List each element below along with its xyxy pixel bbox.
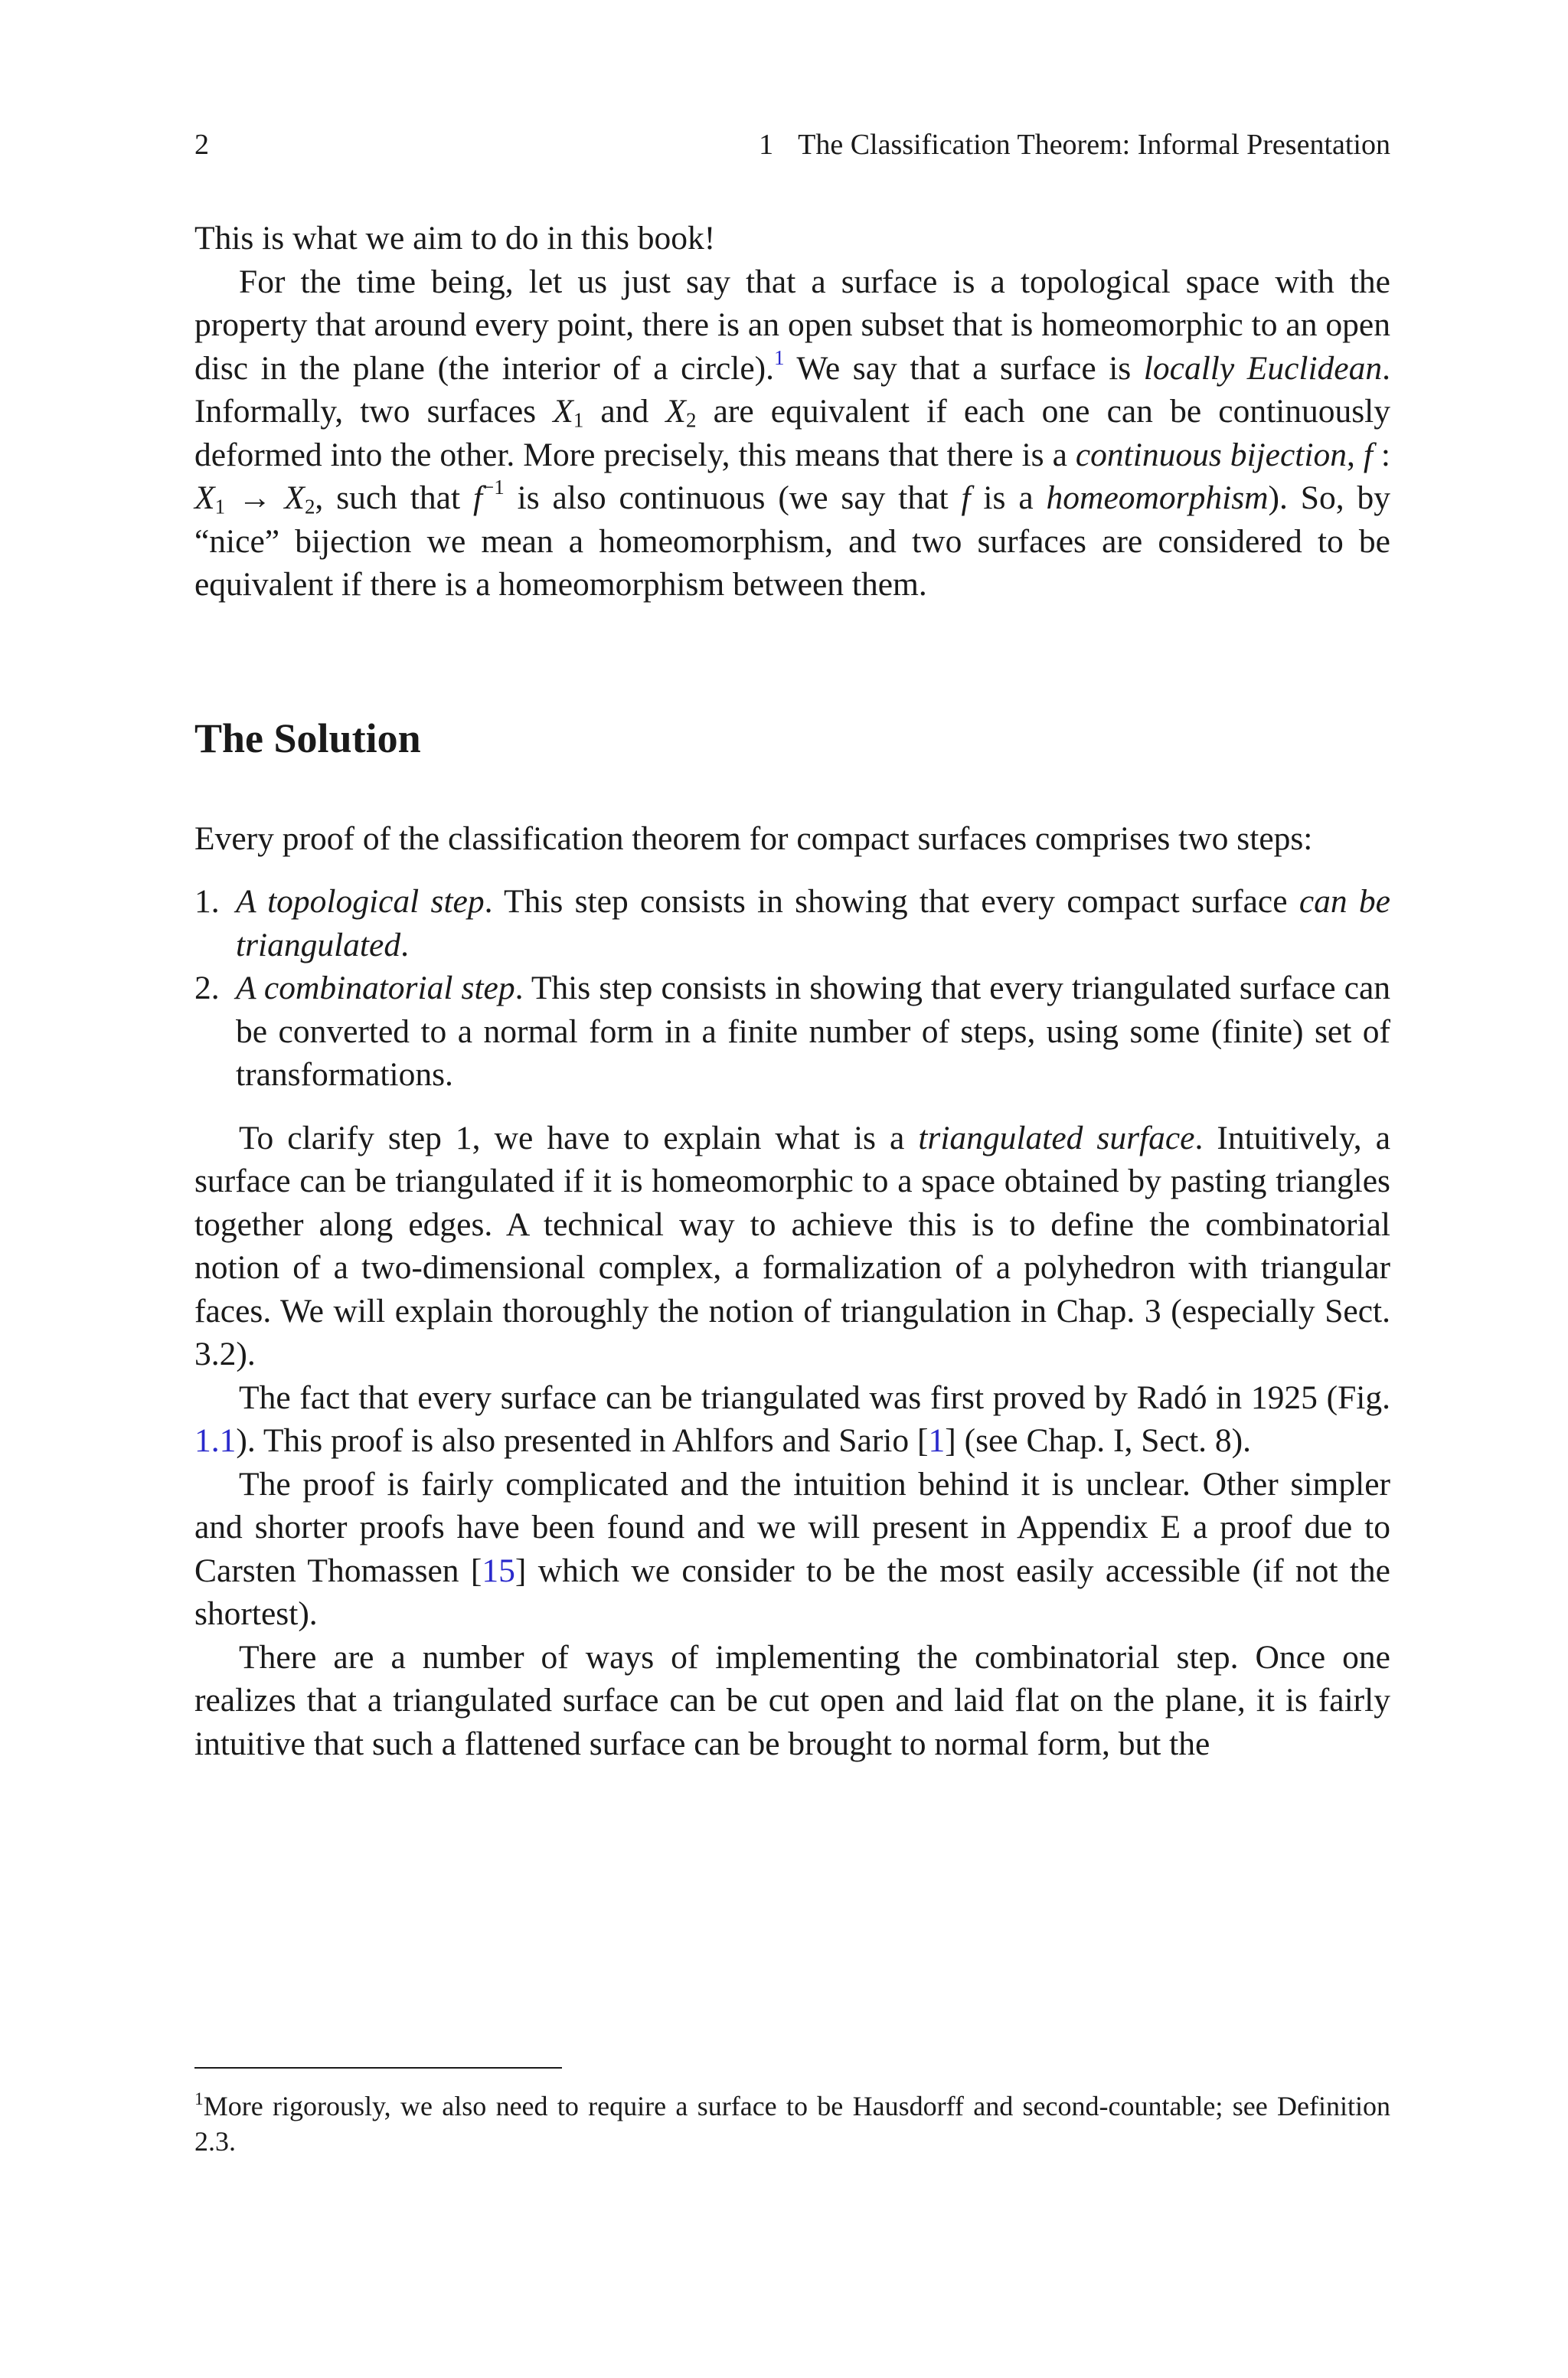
footnote-divider <box>194 2067 562 2069</box>
math-symbol: X <box>553 393 573 430</box>
body-text <box>194 217 1390 1765</box>
section-heading: The Solution <box>194 715 421 761</box>
math-f: f <box>961 479 971 516</box>
spacer <box>194 607 1390 715</box>
emphasis-continuous-bijection: continuous bijection <box>1075 436 1347 473</box>
emphasis-locally-euclidean: locally Euclidean <box>1143 349 1383 387</box>
math-subscript: 2 <box>685 408 697 432</box>
math-f-inverse <box>472 476 505 516</box>
math-symbol: → <box>225 479 285 516</box>
math-subscript: 1 <box>573 408 584 432</box>
math-superscript: −1 <box>482 476 505 499</box>
text-run: . <box>400 926 409 963</box>
footnote <box>194 2089 1390 2159</box>
chapter-header <box>759 127 1390 162</box>
footnote-text: More rigorously, we also need to require a surface to be Hausdorff and second-countable; see Definition 2.3. <box>194 2091 1390 2157</box>
paragraph-surface-definition <box>194 260 1390 607</box>
text-run: and <box>583 393 666 430</box>
paragraph-rado <box>194 1376 1390 1463</box>
list-item <box>194 967 1390 1097</box>
text-run: The fact that every surface can be triangulated was first proved by Radó in 1925 (Fig. <box>239 1379 1390 1416</box>
math-subscript: 2 <box>304 495 315 518</box>
text-run: . Informally, two surfaces <box>194 349 1390 430</box>
text-run: , such that <box>315 479 473 516</box>
citation-link[interactable]: 15 <box>482 1552 515 1589</box>
text-run: ). This proof is also presented in Ahlfors and Sario [ <box>236 1422 929 1459</box>
math-symbol: X <box>194 479 215 516</box>
paragraph-combinatorial: There are a number of ways of implementing the combinatorial step. Once one realizes that a triangulated surface can be cut open and laid flat on the plane, it is fairly intuitive that such a flattened surface can be brought to normal form, but the <box>194 1638 1390 1762</box>
text-run: . This step consists in showing that every compact surface <box>484 883 1299 920</box>
paragraph-lead: Every proof of the classification theorem for compact surfaces comprises two steps: <box>194 819 1313 857</box>
chapter-title: The Classification Theorem: Informal Presentation <box>798 129 1390 161</box>
math-x2 <box>665 393 696 430</box>
citation-link[interactable]: 1 <box>928 1422 946 1459</box>
text-run: For the time being, let us just say that a surface is a topological space with the property that around every point, there is an open subset that is homeomorphic to an open disc in the plane (the interior of a circle). <box>194 263 1390 387</box>
spacer <box>194 761 1390 817</box>
math-symbol: X <box>284 479 305 516</box>
paragraph-clarify <box>194 1117 1390 1376</box>
math-x1 <box>553 393 583 430</box>
step-title: A topological step <box>236 883 485 920</box>
text-run: ] which we consider to be the most easily accessible (if not the shortest). <box>194 1552 1390 1632</box>
list-number: 1. <box>194 883 220 920</box>
emphasis-can-be-triangulated: can be triangulated <box>236 883 1390 963</box>
steps-list <box>194 880 1390 1097</box>
footnote-ref-link[interactable]: 1 <box>774 345 785 369</box>
text-run: , <box>1346 436 1364 473</box>
math-subscript: 1 <box>214 495 226 518</box>
text-run: ] (see Chap. I, Sect. 8). <box>945 1422 1252 1459</box>
math-symbol: X <box>665 393 686 430</box>
figure-ref-link[interactable]: 1.1 <box>194 1422 237 1459</box>
text-run: are equivalent if each one can be continuously deformed into the other. More precisely, this means that there is a <box>194 393 1391 473</box>
math-symbol: : <box>1372 436 1391 473</box>
text-run: ). So, by “nice” bijection we mean a homeomorphism, and two surfaces are considered to be equivalent if there is a homeomorphism between them. <box>194 479 1391 603</box>
emphasis-triangulated-surface: triangulated surface <box>918 1119 1195 1156</box>
page-number: 2 <box>194 129 209 161</box>
footnote-marker: 1 <box>194 2089 204 2109</box>
chapter-number: 1 <box>759 129 774 161</box>
step-title: A combinatorial step <box>236 970 515 1006</box>
text-run: is a <box>970 479 1047 516</box>
math-symbol: f <box>1363 436 1373 473</box>
text-run: . Intuitively, a surface can be triangulated if it is homeomorphic to a space obtained by pasting triangles together along edges. A technical way to achieve this is to define the combinatorial notion of a two-dimensional complex, a formalization of a polyhedron with triangular faces. We will explain thoroughly the notion of triangulation in Chap. 3 (especially Sect. 3.2). <box>194 1119 1390 1372</box>
paragraph-proof <box>194 1463 1390 1636</box>
text-run: is also continuous (we say that <box>504 479 962 516</box>
list-item <box>194 880 1390 967</box>
intro-line: This is what we aim to do in this book! <box>194 220 716 257</box>
text-run: . This step consists in showing that every triangulated surface can be converted to a normal form in a finite number of steps, using some (finite) set of transformations. <box>236 970 1390 1093</box>
text-run: To clarify step 1, we have to explain what is a <box>239 1119 919 1156</box>
text-run: The proof is fairly complicated and the intuition behind it is unclear. Other simpler and shorter proofs have been found and we will present in Appendix E a proof due to Carsten Thomassen [ <box>194 1465 1390 1589</box>
list-number: 2. <box>194 970 220 1006</box>
text-run: We say that a surface is <box>784 349 1144 387</box>
emphasis-homeomorphism: homeomorphism <box>1046 479 1269 516</box>
math-symbol: f <box>472 479 483 516</box>
